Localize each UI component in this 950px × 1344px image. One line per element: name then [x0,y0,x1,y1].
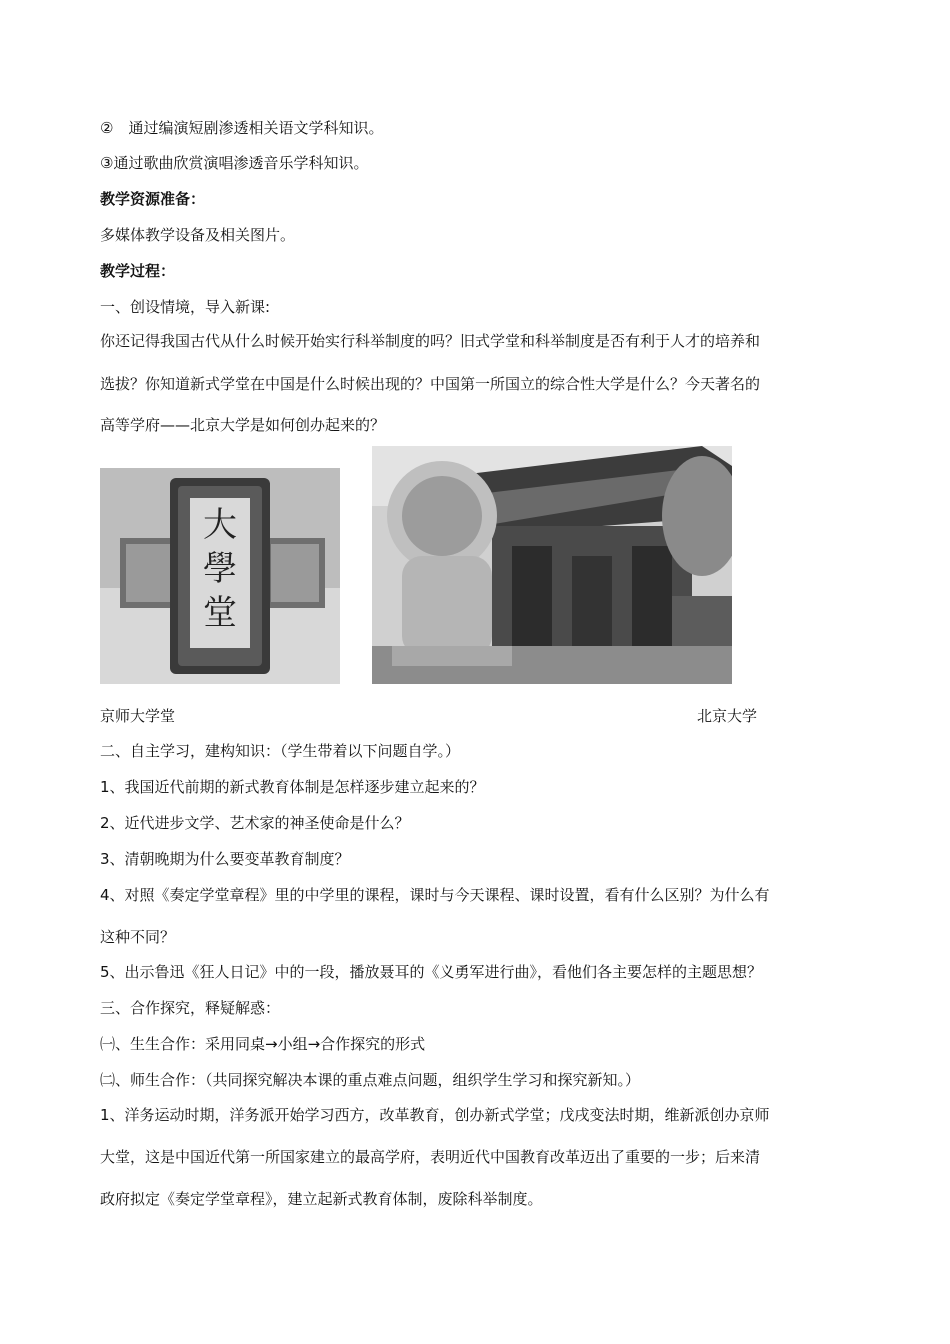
explanation-line-2: 大堂，这是中国近代第一所国家建立的最高学府，表明近代中国教育改革迈出了重要的一步；后来清 [100,1148,761,1166]
explanation-line-1: 1、洋务运动时期，洋务派开始学习西方，改革教育，创办新式学堂；戊戌变法时期，维新派创办京师 [100,1106,770,1124]
intro-paragraph-line-3: 高等学府——北京大学是如何创办起来的？ [100,416,386,434]
section-1-heading: 一、创设情境，导入新课: [100,298,271,316]
plaque-char-2: 學 [203,549,237,589]
intro-paragraph-line-1: 你还记得我国古代从什么时候开始实行科举制度的吗？旧式学堂和科举制度是否有利于人才的培养和 [100,332,761,350]
caption-jingshi-daxuetang: 京师大学堂 [100,707,176,725]
cooperation-1: ㈠、生生合作：采用同桌→小组→合作探究的形式 [100,1035,426,1053]
section-2-heading: 二、自主学习，建构知识：（学生带着以下问题自学。） [100,742,461,760]
gate-illustration [372,446,732,684]
question-5: 5、出示鲁迅《狂人日记》中的一段，播放聂耳的《义勇军进行曲》，看他们各主要怎样的主题思想？ [100,963,763,981]
question-3: 3、清朝晚期为什么要变革教育制度？ [100,850,350,868]
objective-2: ② 通过编演短剧渗透相关语文学科知识。 [100,119,384,137]
plaque-char-3: 堂 [203,593,237,633]
resources-heading: 教学资源准备： [100,190,206,208]
question-1: 1、我国近代前期的新式教育体制是怎样逐步建立起来的？ [100,778,485,796]
cooperation-2: ㈡、师生合作：（共同探究解决本课的重点难点问题，组织学生学习和探究新知。） [100,1071,641,1089]
intro-paragraph-line-2: 选拔？你知道新式学堂在中国是什么时候出现的？中国第一所国立的综合性大学是什么？今天著名的 [100,375,761,393]
explanation-line-3: 政府拟定《奏定学堂章程》，建立起新式教育体制，废除科举制度。 [100,1190,543,1208]
question-4-line-2: 这种不同？ [100,928,176,946]
objective-3: ③通过歌曲欣赏演唱渗透音乐学科知识。 [100,154,369,172]
jingshi-daxuetang-photo [100,468,340,684]
process-heading: 教学过程： [100,262,176,280]
resources-text: 多媒体教学设备及相关图片。 [100,226,296,244]
caption-peking-university: 北京大学 [697,707,758,725]
question-4-line-1: 4、对照《奏定学堂章程》里的中学里的课程，课时与今天课程、课时设置，看有什么区别？为什么有 [100,886,770,904]
plaque-illustration [100,468,340,684]
question-2: 2、近代进步文学、艺术家的神圣使命是什么？ [100,814,410,832]
plaque-char-1: 大 [203,505,237,545]
section-3-heading: 三、合作探究，释疑解惑： [100,999,281,1017]
peking-university-photo [372,446,732,684]
